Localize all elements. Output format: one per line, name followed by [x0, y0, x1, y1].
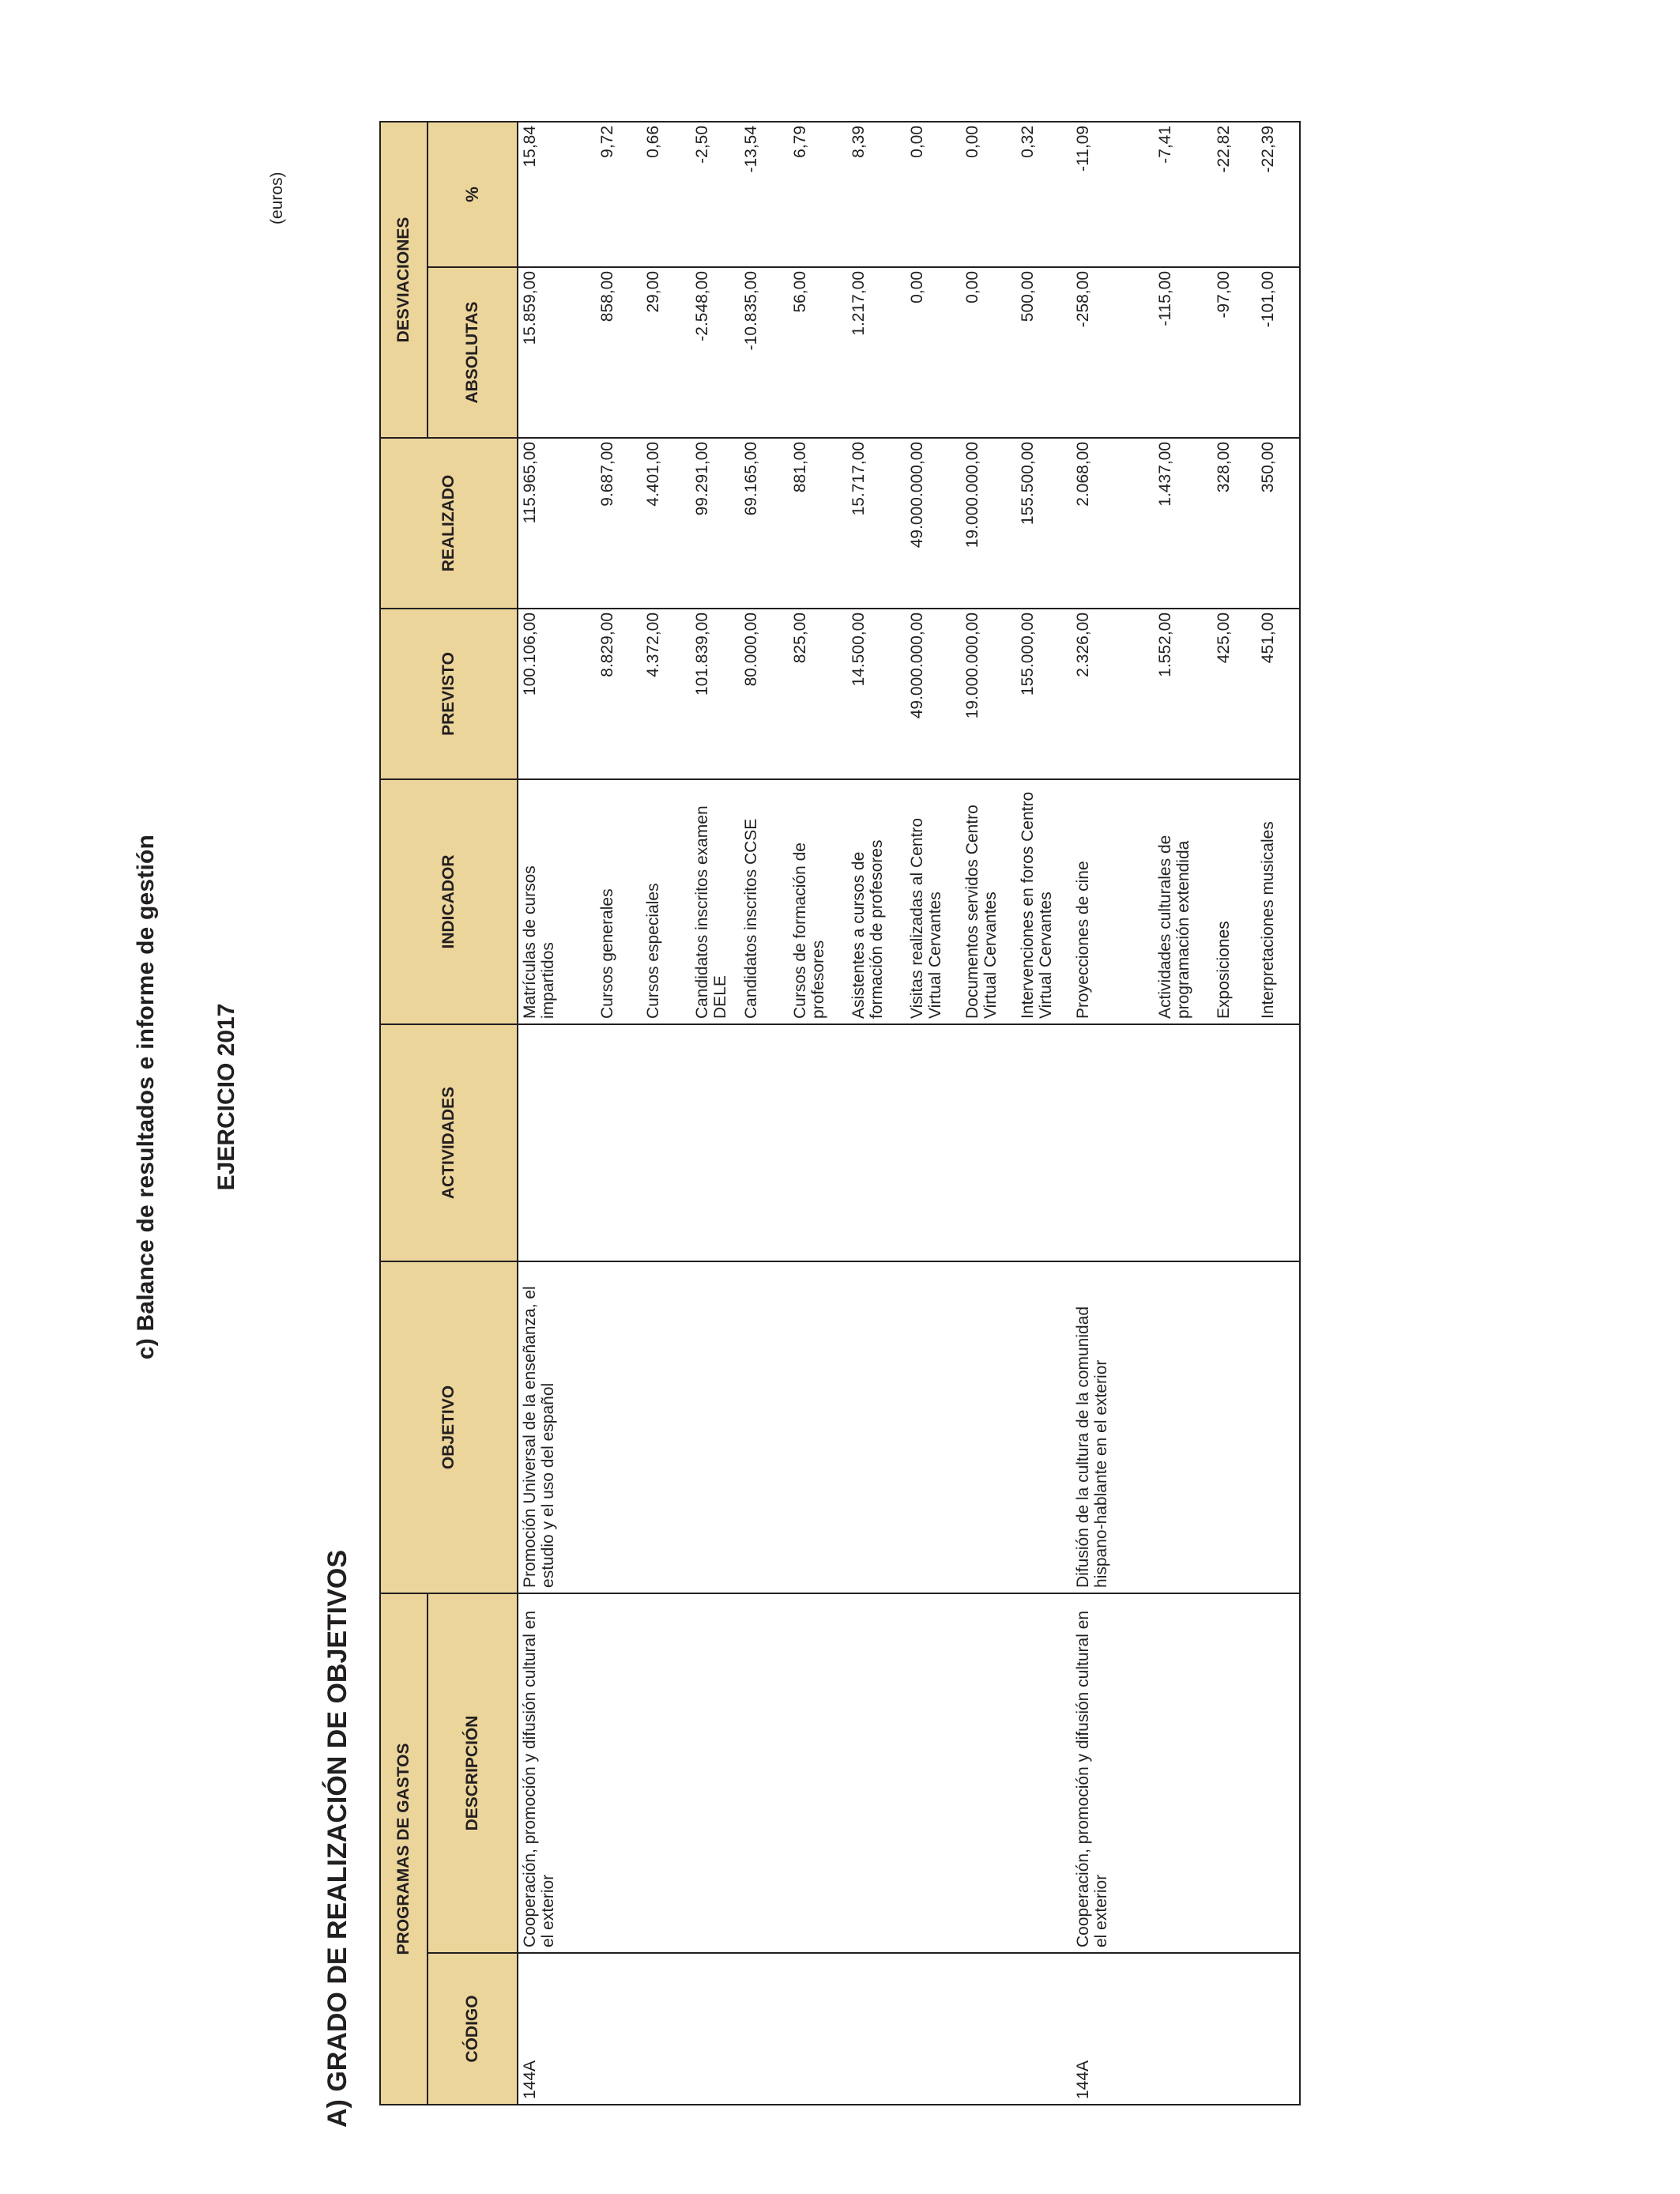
- cell-realizado: 328,00: [1212, 438, 1256, 609]
- cell-codigo: [1256, 1953, 1300, 2105]
- header-previsto: PREVISTO: [380, 609, 518, 779]
- header-programas-de-gastos: PROGRAMAS DE GASTOS: [380, 1593, 428, 2105]
- cell-objetivo: [906, 1261, 961, 1593]
- table-row: [1154, 122, 1212, 2105]
- cell-indicador: Exposiciones: [1212, 779, 1256, 1024]
- cell-porcentaje: -22,82: [1212, 122, 1256, 267]
- cell-objetivo: [1212, 1261, 1256, 1593]
- section-heading: A) GRADO DE REALIZACIÓN DE OBJETIVOS: [322, 1549, 352, 2128]
- cell-descripcion: [1212, 1593, 1256, 1953]
- cell-codigo: 144A: [1072, 1953, 1154, 2105]
- cell-previsto: 2.326,00: [1072, 609, 1154, 779]
- table-row: [1072, 122, 1154, 2105]
- cell-porcentaje: 9,72: [596, 122, 642, 267]
- cell-objetivo: [596, 1261, 642, 1593]
- cell-absolutas: -258,00: [1072, 267, 1154, 438]
- table-row: [740, 122, 789, 2105]
- cell-indicador: Visitas realizadas al Centro Virtual Cervantes: [906, 779, 961, 1024]
- cell-realizado: 2.068,00: [1072, 438, 1154, 609]
- currency-units: (euros): [268, 172, 286, 224]
- header-porcentaje: %: [428, 122, 518, 267]
- cell-codigo: [691, 1953, 740, 2105]
- cell-porcentaje: -7,41: [1154, 122, 1212, 267]
- cell-objetivo: [961, 1261, 1016, 1593]
- cell-descripcion: [691, 1593, 740, 1953]
- cell-actividades: [740, 1024, 789, 1261]
- cell-absolutas: 15.859,00: [518, 267, 596, 438]
- cell-codigo: [596, 1953, 642, 2105]
- document-title: c) Balance de resultados e informe de gestión: [133, 834, 159, 1360]
- cell-objetivo: [789, 1261, 847, 1593]
- table-row: [596, 122, 642, 2105]
- cell-realizado: 69.165,00: [740, 438, 789, 609]
- table-header-group-row: [380, 122, 428, 2105]
- cell-codigo: [961, 1953, 1016, 2105]
- cell-absolutas: 858,00: [596, 267, 642, 438]
- cell-actividades: [906, 1024, 961, 1261]
- cell-indicador: Documentos servidos Centro Virtual Cervantes: [961, 779, 1016, 1024]
- cell-absolutas: 500,00: [1016, 267, 1072, 438]
- cell-indicador: Interpretaciones musicales: [1256, 779, 1300, 1024]
- cell-objetivo: [1016, 1261, 1072, 1593]
- cell-indicador: Candidatos inscritos examen DELE: [691, 779, 740, 1024]
- cell-descripcion: [1256, 1593, 1300, 1953]
- cell-objetivo: [1154, 1261, 1212, 1593]
- cell-codigo: [906, 1953, 961, 2105]
- cell-indicador: Asistentes a cursos de formación de profesores: [847, 779, 906, 1024]
- cell-previsto: 80.000,00: [740, 609, 789, 779]
- cell-previsto: 451,00: [1256, 609, 1300, 779]
- cell-descripcion: [596, 1593, 642, 1953]
- cell-actividades: [518, 1024, 596, 1261]
- cell-actividades: [691, 1024, 740, 1261]
- cell-previsto: 19.000.000,00: [961, 609, 1016, 779]
- objectives-table: [379, 121, 1301, 2105]
- cell-absolutas: -97,00: [1212, 267, 1256, 438]
- cell-realizado: 881,00: [789, 438, 847, 609]
- cell-codigo: [1212, 1953, 1256, 2105]
- cell-actividades: [1154, 1024, 1212, 1261]
- cell-previsto: 4.372,00: [642, 609, 691, 779]
- header-indicador: INDICADOR: [380, 779, 518, 1024]
- cell-actividades: [1016, 1024, 1072, 1261]
- cell-absolutas: 56,00: [789, 267, 847, 438]
- cell-indicador: Cursos de formación de profesores: [789, 779, 847, 1024]
- cell-previsto: 1.552,00: [1154, 609, 1212, 779]
- cell-actividades: [961, 1024, 1016, 1261]
- cell-previsto: 49.000.000,00: [906, 609, 961, 779]
- cell-porcentaje: -13,54: [740, 122, 789, 267]
- cell-objetivo: [642, 1261, 691, 1593]
- cell-previsto: 155.000,00: [1016, 609, 1072, 779]
- cell-porcentaje: 0,32: [1016, 122, 1072, 267]
- table-row: [1212, 122, 1256, 2105]
- cell-descripcion: [740, 1593, 789, 1953]
- cell-objetivo: Difusión de la cultura de la comunidad hispano-hablante en el exterior: [1072, 1261, 1154, 1593]
- table-row: [518, 122, 596, 2105]
- cell-objetivo: [691, 1261, 740, 1593]
- cell-indicador: Proyecciones de cine: [1072, 779, 1154, 1024]
- cell-realizado: 99.291,00: [691, 438, 740, 609]
- cell-previsto: 425,00: [1212, 609, 1256, 779]
- cell-indicador: Cursos generales: [596, 779, 642, 1024]
- header-codigo: CÓDIGO: [428, 1953, 518, 2105]
- cell-porcentaje: -22,39: [1256, 122, 1300, 267]
- cell-previsto: 14.500,00: [847, 609, 906, 779]
- cell-indicador: Intervenciones en foros Centro Virtual Cervantes: [1016, 779, 1072, 1024]
- table-row: [642, 122, 691, 2105]
- cell-codigo: [1016, 1953, 1072, 2105]
- cell-previsto: 101.839,00: [691, 609, 740, 779]
- cell-porcentaje: 8,39: [847, 122, 906, 267]
- cell-indicador: Matrículas de cursos impartidos: [518, 779, 596, 1024]
- cell-realizado: 350,00: [1256, 438, 1300, 609]
- cell-previsto: 825,00: [789, 609, 847, 779]
- table-row: [691, 122, 740, 2105]
- cell-descripcion: Cooperación, promoción y difusión cultural en el exterior: [1072, 1593, 1154, 1953]
- cell-realizado: 9.687,00: [596, 438, 642, 609]
- table-row: [1256, 122, 1300, 2105]
- header-actividades: ACTIVIDADES: [380, 1024, 518, 1261]
- cell-codigo: [847, 1953, 906, 2105]
- cell-previsto: 8.829,00: [596, 609, 642, 779]
- cell-absolutas: -10.835,00: [740, 267, 789, 438]
- cell-realizado: 49.000.000,00: [906, 438, 961, 609]
- cell-porcentaje: 0,66: [642, 122, 691, 267]
- cell-descripcion: [642, 1593, 691, 1953]
- cell-descripcion: [1016, 1593, 1072, 1953]
- cell-realizado: 115.965,00: [518, 438, 596, 609]
- cell-actividades: [1212, 1024, 1256, 1261]
- cell-absolutas: 0,00: [961, 267, 1016, 438]
- cell-descripcion: [906, 1593, 961, 1953]
- cell-absolutas: 29,00: [642, 267, 691, 438]
- cell-porcentaje: -11,09: [1072, 122, 1154, 267]
- cell-objetivo: Promoción Universal de la enseñanza, el estudio y el uso del español: [518, 1261, 596, 1593]
- cell-objetivo: [740, 1261, 789, 1593]
- cell-codigo: [789, 1953, 847, 2105]
- cell-porcentaje: 6,79: [789, 122, 847, 267]
- cell-realizado: 15.717,00: [847, 438, 906, 609]
- header-descripcion: DESCRIPCIÓN: [428, 1593, 518, 1953]
- cell-codigo: 144A: [518, 1953, 596, 2105]
- fiscal-year-title: EJERCICIO 2017: [213, 1003, 239, 1191]
- cell-actividades: [847, 1024, 906, 1261]
- cell-indicador: Actividades culturales de programación extendida: [1154, 779, 1212, 1024]
- cell-realizado: 19.000.000,00: [961, 438, 1016, 609]
- cell-indicador: Cursos especiales: [642, 779, 691, 1024]
- cell-descripcion: [847, 1593, 906, 1953]
- cell-codigo: [642, 1953, 691, 2105]
- cell-porcentaje: 15,84: [518, 122, 596, 267]
- cell-absolutas: 0,00: [906, 267, 961, 438]
- cell-porcentaje: -2,50: [691, 122, 740, 267]
- table-row: [961, 122, 1016, 2105]
- cell-actividades: [1256, 1024, 1300, 1261]
- cell-actividades: [1072, 1024, 1154, 1261]
- header-realizado: REALIZADO: [380, 438, 518, 609]
- cell-actividades: [642, 1024, 691, 1261]
- cell-descripcion: [789, 1593, 847, 1953]
- cell-objetivo: [847, 1261, 906, 1593]
- cell-descripcion: Cooperación, promoción y difusión cultural en el exterior: [518, 1593, 596, 1953]
- cell-actividades: [789, 1024, 847, 1261]
- cell-absolutas: -115,00: [1154, 267, 1212, 438]
- cell-absolutas: 1.217,00: [847, 267, 906, 438]
- cell-previsto: 100.106,00: [518, 609, 596, 779]
- table-row: [1016, 122, 1072, 2105]
- cell-realizado: 155.500,00: [1016, 438, 1072, 609]
- cell-descripcion: [1154, 1593, 1212, 1953]
- cell-indicador: Candidatos inscritos CCSE: [740, 779, 789, 1024]
- table-row: [789, 122, 847, 2105]
- cell-codigo: [740, 1953, 789, 2105]
- table-row: [906, 122, 961, 2105]
- cell-realizado: 4.401,00: [642, 438, 691, 609]
- cell-actividades: [596, 1024, 642, 1261]
- header-objetivo: OBJETIVO: [380, 1261, 518, 1593]
- table-row: [847, 122, 906, 2105]
- cell-descripcion: [961, 1593, 1016, 1953]
- cell-porcentaje: 0,00: [906, 122, 961, 267]
- cell-absolutas: -2.548,00: [691, 267, 740, 438]
- header-absolutas: ABSOLUTAS: [428, 267, 518, 438]
- cell-porcentaje: 0,00: [961, 122, 1016, 267]
- cell-absolutas: -101,00: [1256, 267, 1300, 438]
- header-desviaciones: DESVIACIONES: [380, 122, 428, 438]
- cell-realizado: 1.437,00: [1154, 438, 1212, 609]
- cell-codigo: [1154, 1953, 1212, 2105]
- cell-objetivo: [1256, 1261, 1300, 1593]
